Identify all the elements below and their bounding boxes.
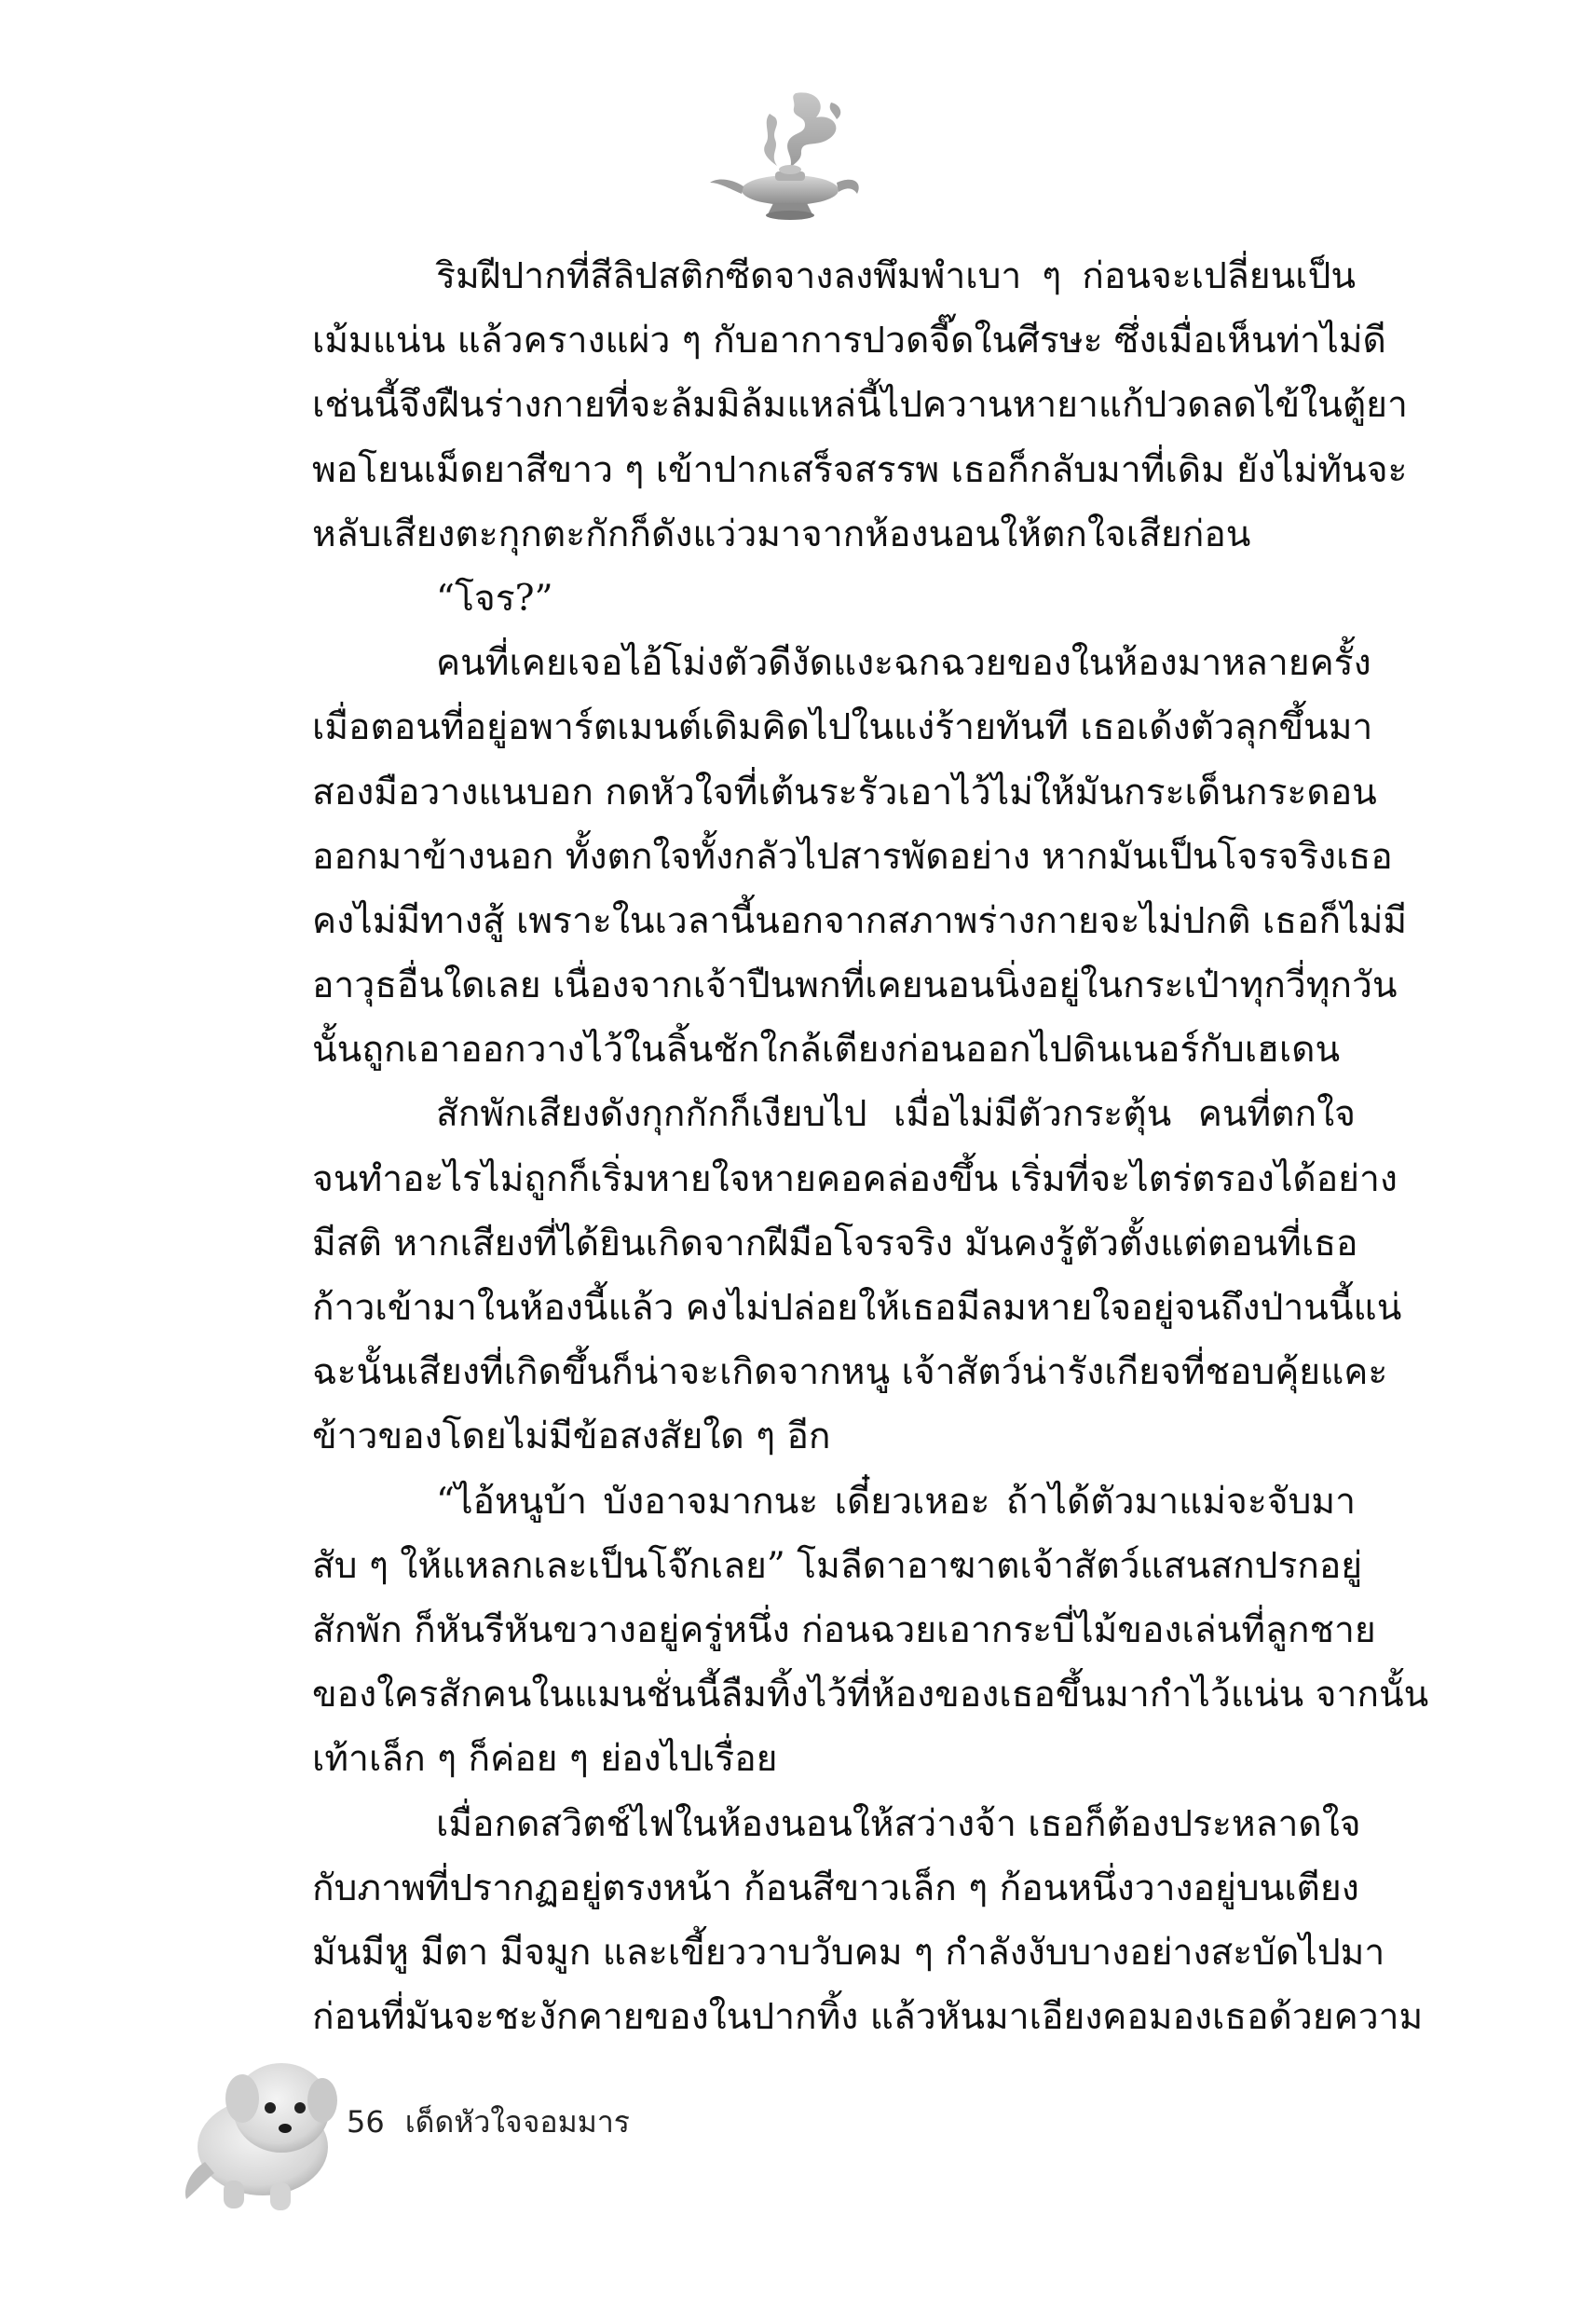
paragraph-line: สับ ๆ ให้แหลกเละเป็นโจ๊กเลย” โมลีดาอาฆาตเจ้าสัตว์แสนสกปรกอยู่ xyxy=(312,1544,1363,1587)
paragraph-line: คงไม่มีทางสู้ เพราะในเวลานี้นอกจากสภาพร่างกายจะไม่ปกติ เธอก็ไม่มี xyxy=(312,899,1408,942)
paragraph-line: นั้นถูกเอาออกวางไว้ในลิ้นชักใกล้เตียงก่อนออกไปดินเนอร์กับเฮเดน xyxy=(312,1029,1341,1072)
paragraph-line: เมื่อตอนที่อยู่อพาร์ตเมนต์เดิมคิดไปในแง่ร้ายทันที เธอเด้งตัวลุกขึ้นมา xyxy=(312,706,1373,749)
paragraph-line: หลับเสียงตะกุกตะกักก็ดังแว่วมาจากห้องนอนให้ตกใจเสียก่อน xyxy=(312,513,1251,555)
paragraph-line: พอโยนเม็ดยาสีขาว ๆ เข้าปากเสร็จสรรพ เธอก็กลับมาที่เดิม ยังไม่ทันจะ xyxy=(312,448,1408,491)
paragraph-line: จนทำอะไรไม่ถูกก็เริ่มหายใจหายคอคล่องขึ้น เริ่มที่จะไตร่ตรองได้อย่าง xyxy=(312,1157,1398,1200)
paragraph-first-line: สักพักเสียงดังกุกกักก็เงียบไป เมื่อไม่มีตัวกระตุ้น คนที่ตกใจ xyxy=(436,1093,1356,1136)
paragraph-line: ฉะนั้นเสียงที่เกิดขึ้นก็น่าจะเกิดจากหนู เจ้าสัตว์น่ารังเกียจที่ชอบคุ้ยแคะ xyxy=(312,1351,1388,1394)
body-text xyxy=(312,244,1429,2049)
paragraph-line: เท้าเล็ก ๆ ก็ค่อย ๆ ย่องไปเรื่อย xyxy=(312,1738,778,1781)
paragraph-line: ของใครสักคนในแมนชั่นนี้ลืมทิ้งไว้ที่ห้องของเธอขึ้นมากำไว้แน่น จากนั้น xyxy=(312,1674,1429,1716)
puppy-image xyxy=(177,2050,363,2216)
paragraph-line: ก่อนที่มันจะชะงักคายของในปากทิ้ง แล้วหันมาเอียงคอมองเธอด้วยความ xyxy=(312,1996,1424,2039)
paragraph-line: เม้มแน่น แล้วครางแผ่ว ๆ กับอาการปวดจี๊ดในศีรษะ ซึ่งเมื่อเห็นท่าไม่ดี xyxy=(312,320,1386,362)
paragraph-first-line: “โจร?” xyxy=(436,577,553,620)
paragraph-line: ออกมาข้างนอก ทั้งตกใจทั้งกลัวไปสารพัดอย่าง หากมันเป็นโจรจริงเธอ xyxy=(312,835,1393,878)
paragraph-first-line: คนที่เคยเจอไอ้โม่งตัวดีงัดแงะฉกฉวยของในห้องมาหลายครั้ง xyxy=(436,642,1371,685)
paragraph-line: ข้าวของโดยไม่มีข้อสงสัยใด ๆ อีก xyxy=(312,1415,831,1458)
book-title: เด็ดหัวใจจอมมาร xyxy=(404,2104,630,2140)
paragraph-first-line: ริมฝีปากที่สีลิปสติกซีดจางลงพึมพำเบา ๆ ก่อนจะเปลี่ยนเป็น xyxy=(436,255,1356,297)
page-number: 56 xyxy=(347,2104,385,2140)
paragraph-first-line: “ไอ้หนูบ้า บังอาจมากนะ เดี๋ยวเหอะ ถ้าได้ตัวมาแม่จะจับมา xyxy=(436,1480,1356,1523)
paragraph-line: กับภาพที่ปรากฏอยู่ตรงหน้า ก้อนสีขาวเล็ก ๆ ก้อนหนึ่งวางอยู่บนเตียง xyxy=(312,1867,1359,1909)
paragraph-first-line: เมื่อกดสวิตช์ไฟในห้องนอนให้สว่างจ้า เธอก็ต้องประหลาดใจ xyxy=(436,1802,1361,1845)
paragraph-line: มีสติ หากเสียงที่ได้ยินเกิดจากฝีมือโจรจริง มันคงรู้ตัวตั้งแต่ตอนที่เธอ xyxy=(312,1222,1358,1265)
paragraph-line: มันมีหู มีตา มีจมูก และเขี้ยววาบวับคม ๆ กำลังงับบางอย่างสะบัดไปมา xyxy=(312,1931,1385,1974)
paragraph-line: สองมือวางแนบอก กดหัวใจที่เต้นระรัวเอาไว้ไม่ให้มันกระเด็นกระดอน xyxy=(312,771,1377,814)
genie-lamp-icon xyxy=(704,86,872,226)
paragraph-line: สักพัก ก็หันรีหันขวางอยู่ครู่หนึ่ง ก่อนฉวยเอากระบี่ไม้ของเล่นที่ลูกชาย xyxy=(312,1608,1376,1651)
page-footer xyxy=(347,2099,630,2145)
paragraph-line: เช่นนี้จึงฝืนร่างกายที่จะล้มมิล้มแหล่นี้ไปควานหายาแก้ปวดลดไข้ในตู้ยา xyxy=(312,384,1408,427)
paragraph-line: อาวุธอื่นใดเลย เนื่องจากเจ้าปืนพกที่เคยนอนนิ่งอยู่ในกระเป๋าทุกวี่ทุกวัน xyxy=(312,964,1398,1007)
paragraph-line: ก้าวเข้ามาในห้องนี้แล้ว คงไม่ปล่อยให้เธอมีลมหายใจอยู่จนถึงป่านนี้แน่ xyxy=(312,1287,1402,1329)
